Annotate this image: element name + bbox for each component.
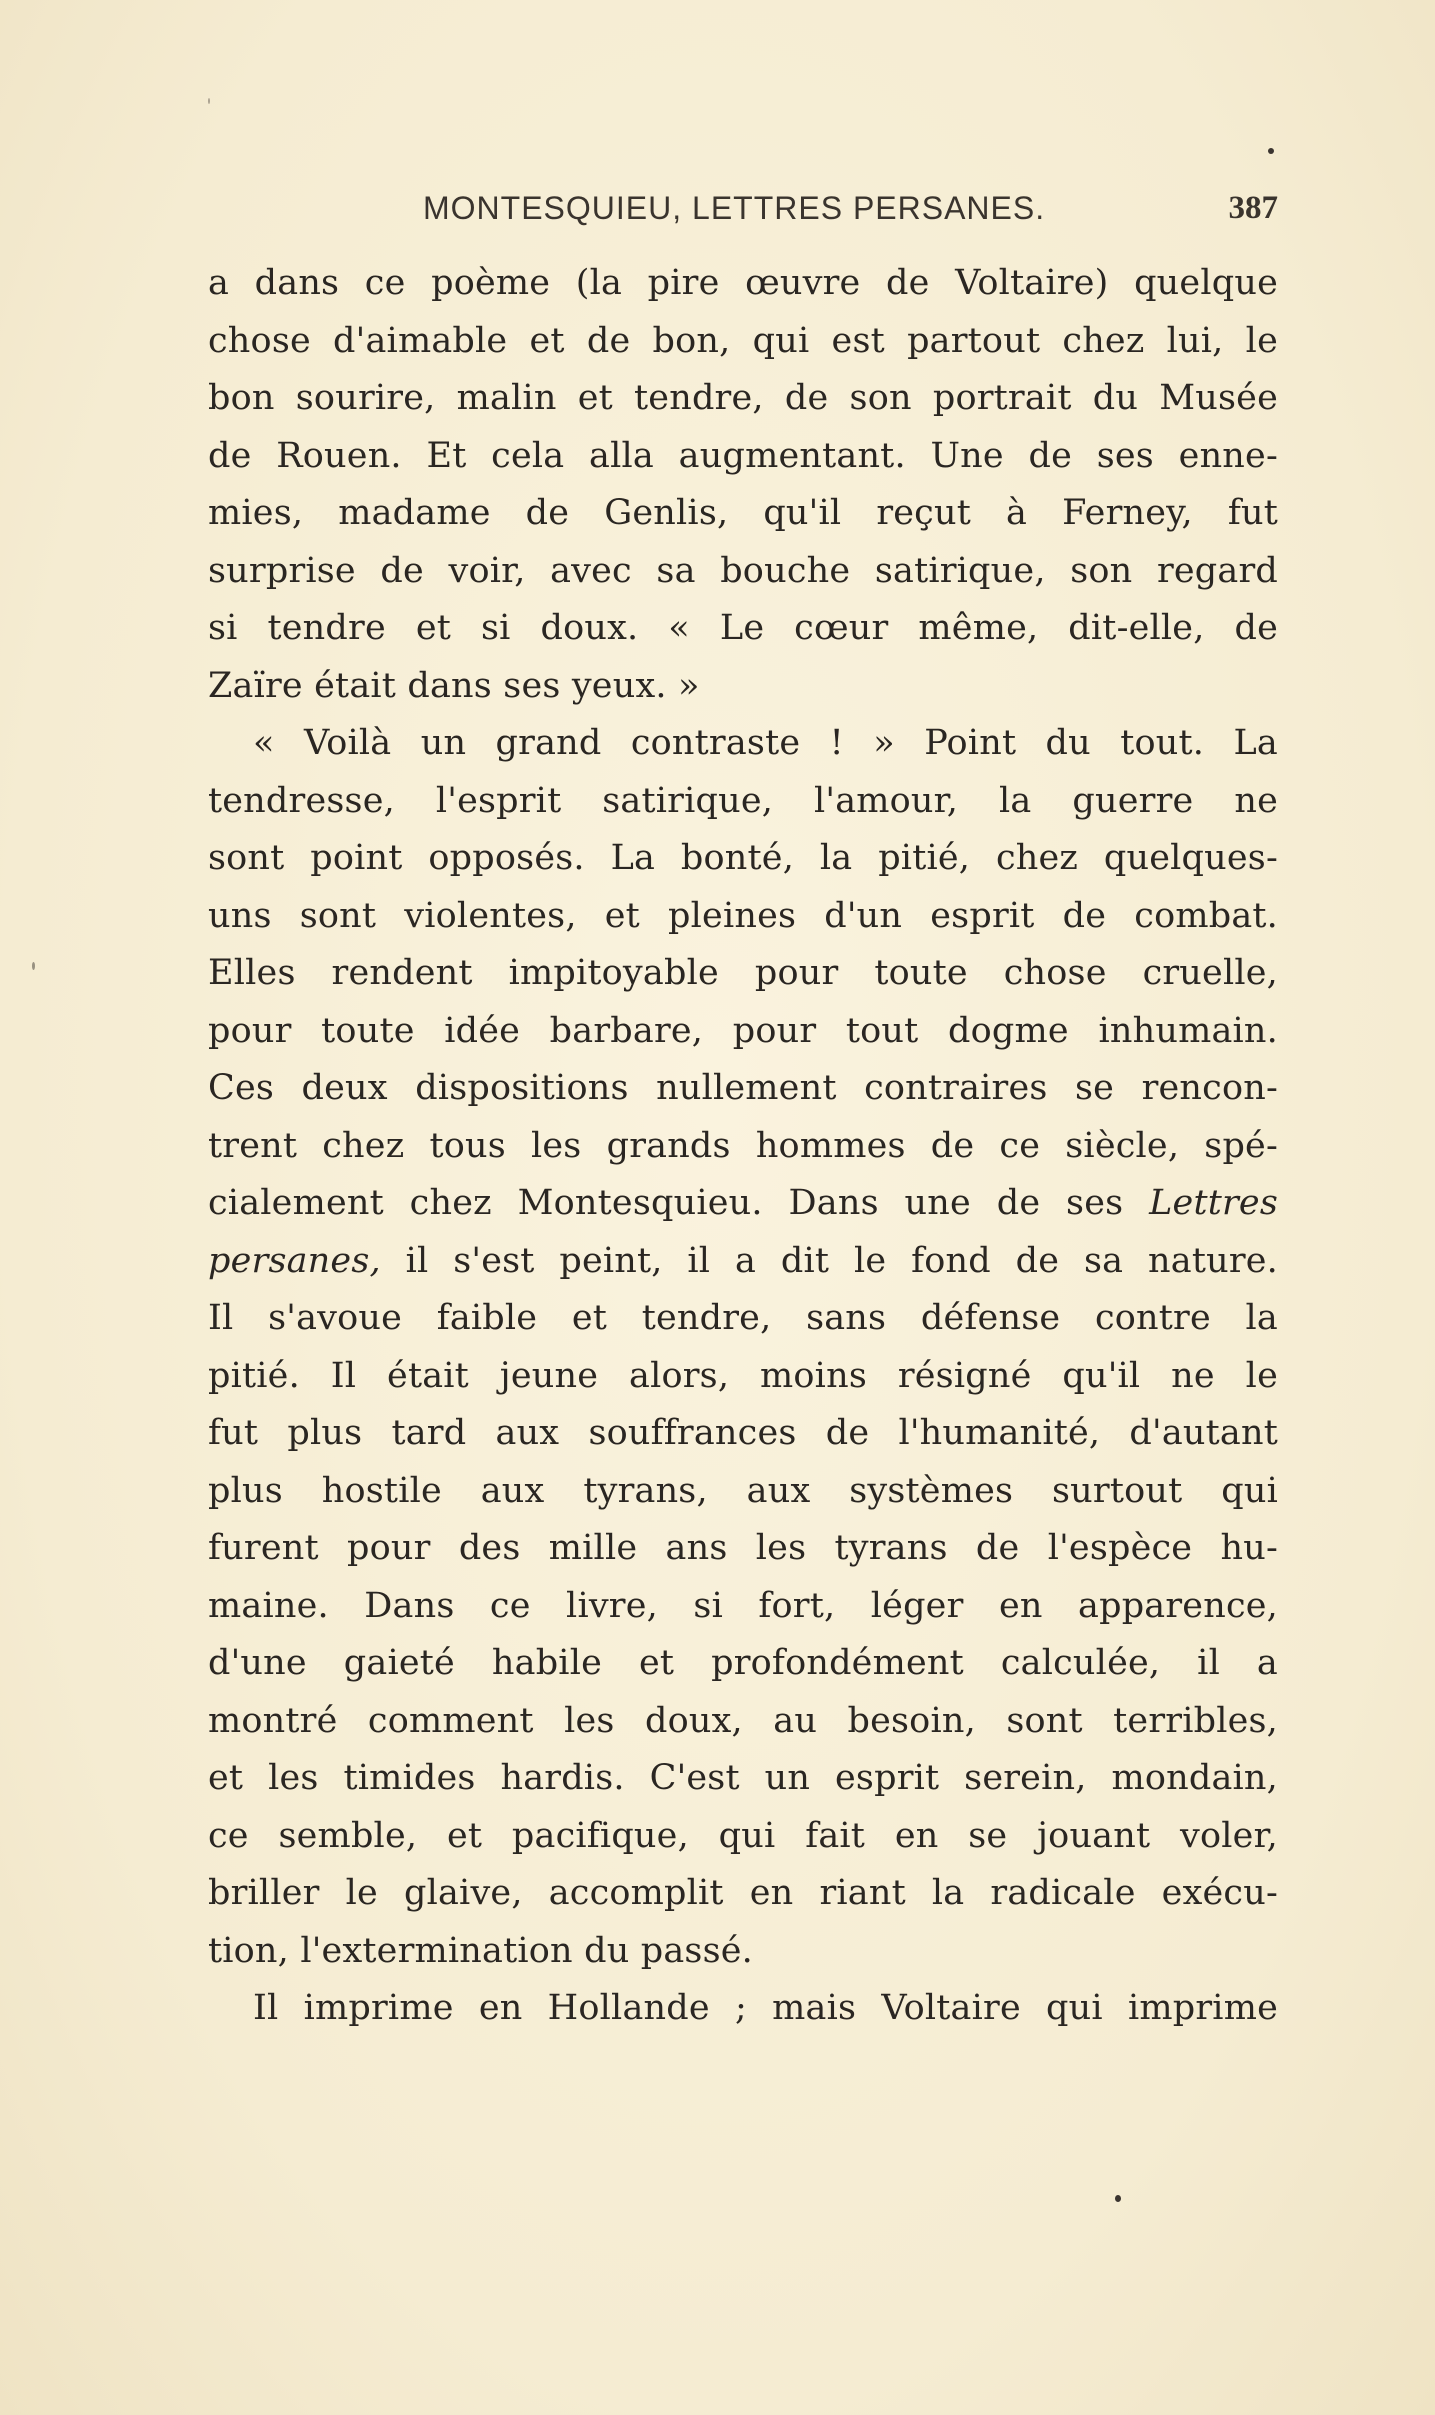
- text-line: Elles rendent impitoyable pour toute chose cruelle,: [208, 953, 1278, 993]
- paper-speck: [32, 962, 35, 970]
- text-fragment: il s'est peint, il a dit le fond de sa nature.: [405, 1240, 1278, 1281]
- text-line: ce semble, et pacifique, qui fait en se jouant voler,: [208, 1815, 1278, 1856]
- text-line: bon sourire, malin et tendre, de son portrait du Musée: [208, 378, 1278, 418]
- text-line: surprise de voir, avec sa bouche satirique, son regard: [208, 550, 1278, 591]
- text-line: Il s'avoue faible et tendre, sans défense contre la: [208, 1298, 1278, 1338]
- paper-speck: [208, 98, 210, 104]
- text-line: briller le glaive, accomplit en riant la radicale exécu-: [208, 1873, 1278, 1913]
- page-number: 387: [1228, 190, 1278, 226]
- text-line: mies, madame de Genlis, qu'il reçut à Ferney, fut: [208, 493, 1278, 533]
- text-line: Zaïre était dans ses yeux. »: [208, 665, 700, 706]
- text-line: montré comment les doux, au besoin, sont terribles,: [208, 1700, 1278, 1741]
- text-line: plus hostile aux tyrans, aux systèmes surtout qui: [208, 1470, 1278, 1511]
- text-line: trent chez tous les grands hommes de ce siècle, spé-: [208, 1125, 1278, 1166]
- text-line: fut plus tard aux souffrances de l'humanité, d'autant: [208, 1413, 1278, 1453]
- italic-title-fragment: persanes,: [208, 1240, 381, 1281]
- text-line: si tendre et si doux. « Le cœur même, dit-elle, de: [208, 608, 1278, 648]
- text-line: pitié. Il était jeune alors, moins résigné qu'il ne le: [208, 1355, 1278, 1396]
- text-line: tion, l'extermination du passé.: [208, 1930, 753, 1971]
- text-line: « Voilà un grand contraste ! » Point du tout. La: [253, 723, 1278, 763]
- running-head: [208, 190, 1278, 238]
- italic-title-fragment: Lettres: [1149, 1183, 1278, 1223]
- text-line: furent pour des mille ans les tyrans de l'espèce hu-: [208, 1528, 1278, 1568]
- body-text: [208, 255, 1278, 2038]
- text-line: pour toute idée barbare, pour tout dogme inhumain.: [208, 1010, 1278, 1051]
- paper-speck: [1115, 2195, 1121, 2202]
- text-line: et les timides hardis. C'est un esprit serein, mondain,: [208, 1758, 1278, 1798]
- text-line: sont point opposés. La bonté, la pitié, chez quelques-: [208, 838, 1278, 878]
- text-line: chose d'aimable et de bon, qui est partout chez lui, le: [208, 320, 1278, 361]
- text-line: de Rouen. Et cela alla augmentant. Une de ses enne-: [208, 435, 1278, 476]
- text-line: maine. Dans ce livre, si fort, léger en apparence,: [208, 1585, 1278, 1626]
- text-line: Ces deux dispositions nullement contraires se rencon-: [208, 1068, 1278, 1108]
- text-line: Il imprime en Hollande ; mais Voltaire qui imprime: [253, 1988, 1278, 2028]
- text-line-with-italic: [208, 1175, 1278, 1233]
- text-line-with-italic: [208, 1233, 1278, 1291]
- text-line: a dans ce poème (la pire œuvre de Voltaire) quelque: [208, 263, 1278, 303]
- running-title: MONTESQUIEU, LETTRES PERSANES.: [423, 190, 1046, 226]
- text-fragment: cialement chez Montesquieu. Dans une de ses: [208, 1183, 1124, 1223]
- text-line: uns sont violentes, et pleines d'un esprit de combat.: [208, 895, 1278, 936]
- text-line: d'une gaieté habile et profondément calculée, il a: [208, 1643, 1278, 1683]
- text-line: tendresse, l'esprit satirique, l'amour, la guerre ne: [208, 780, 1278, 821]
- paper-speck: [1268, 148, 1274, 154]
